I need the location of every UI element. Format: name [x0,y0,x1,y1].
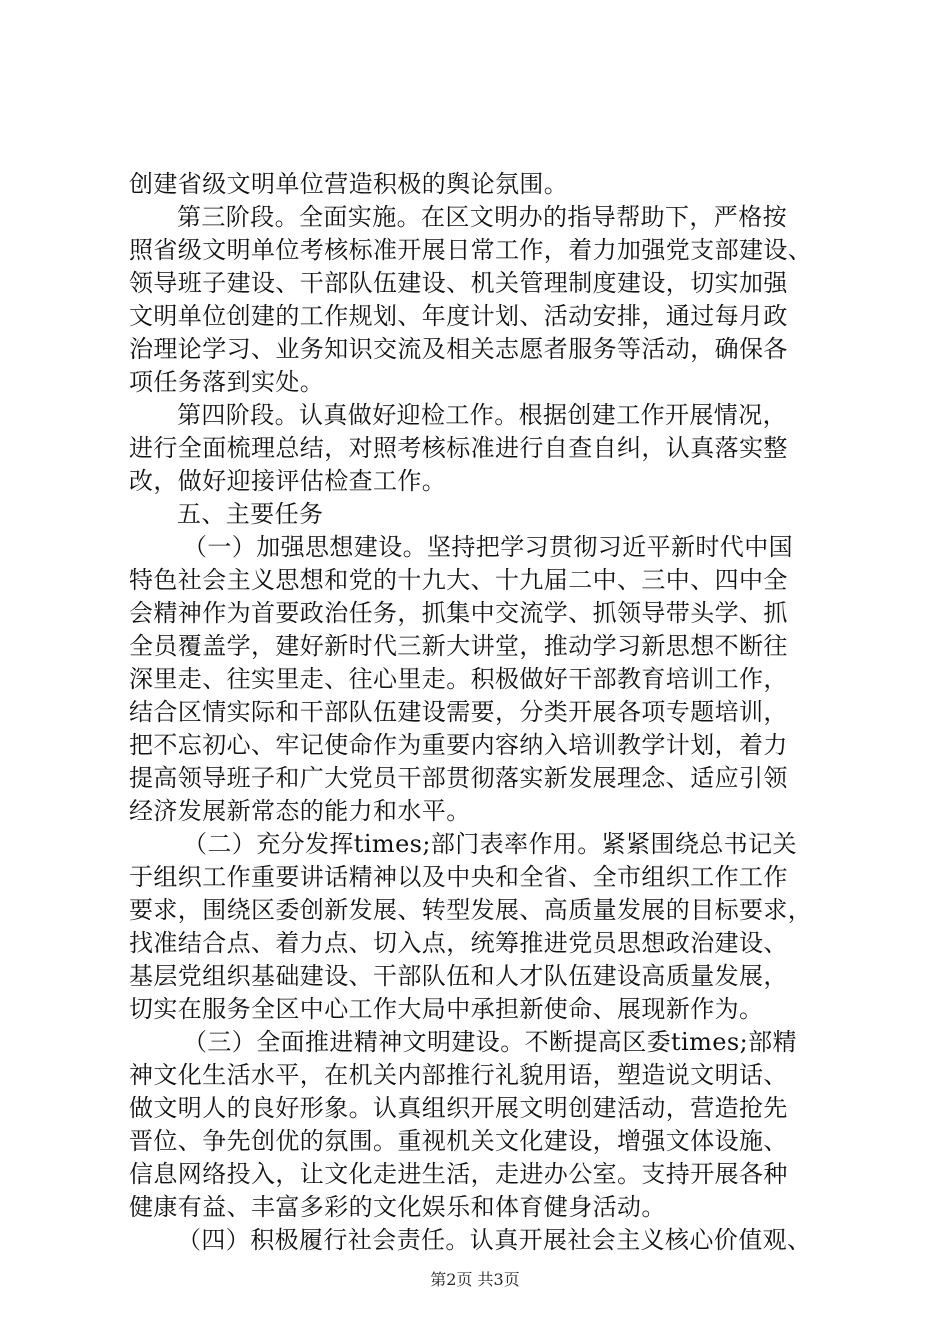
text-line: 做文明人的良好形象。认真组织开展文明创建活动，营造抢先 [129,1094,788,1122]
text-line: 信息网络投入，让文化走进生活，走进办公室。支持开展各种 [129,1160,788,1188]
text-line: 第三阶段。全面实施。在区文明办的指导帮助下，严格按 [177,203,787,231]
text-line: 第四阶段。认真做好迎检工作。根据创建工作开展情况， [177,401,787,429]
text-line: 文明单位创建的工作规划、年度计划、活动安排，通过每月政 [129,302,788,330]
text-line: 找准结合点、着力点、切入点，统筹推进党员思想政治建设、 [129,929,788,957]
text-line: 深里走、往实里走、往心里走。积极做好干部教育培训工作， [129,665,788,693]
text-line: 晋位、争先创优的氛围。重视机关文化建设，增强文体设施、 [129,1127,788,1155]
document-body [129,168,834,1257]
text-line: 提高领导班子和广大党员干部贯彻落实新发展理念、适应引领 [129,764,788,792]
text-line: 切实在服务全区中心工作大局中承担新使命、展现新作为。 [129,995,764,1023]
text-line: 领导班子建设、干部队伍建设、机关管理制度建设，切实加强 [129,269,788,297]
text-line: 基层党组织基础建设、干部队伍和人才队伍建设高质量发展， [129,962,788,990]
text-line: 经济发展新常态的能力和水平。 [129,797,471,825]
page-footer: 第2页 共3页 [430,1270,520,1289]
text-line: 把不忘初心、牢记使命作为重要内容纳入培训教学计划，着力 [129,731,788,759]
text-line: 特色社会主义思想和党的十九大、十九届二中、三中、四中全 [129,566,788,594]
text-line: （二）充分发挥times;部门表率作用。紧紧围绕总书记关 [183,830,797,858]
text-line: 改，做好迎接评估检查工作。 [129,467,447,495]
text-line: 项任务落到实处。 [129,368,325,396]
text-line: 神文化生活水平，在机关内部推行礼貌用语，塑造说文明话、 [129,1061,788,1089]
text-line: 照省级文明单位考核标准开展日常工作，着力加强党支部建设、 [129,236,813,264]
text-line: 会精神作为首要政治任务，抓集中交流学、抓领导带头学、抓 [129,599,788,627]
text-line: 结合区情实际和干部队伍建设需要，分类开展各项专题培训， [129,698,788,726]
text-line: 治理论学习、业务知识交流及相关志愿者服务等活动，确保各 [129,335,788,363]
text-line: 健康有益、丰富多彩的文化娱乐和体育健身活动。 [129,1193,666,1221]
text-line: 于组织工作重要讲话精神以及中央和全省、全市组织工作工作 [129,863,788,891]
text-line: 进行全面梳理总结，对照考核标准进行自查自纠，认真落实整 [129,434,788,462]
text-line: 创建省级文明单位营造积极的舆论氛围。 [129,170,569,198]
text-line: （四）积极履行社会责任。认真开展社会主义核心价值观、 [177,1226,812,1254]
text-line: 要求，围绕区委创新发展、转型发展、高质量发展的目标要求， [129,896,813,924]
text-line: （一）加强思想建设。坚持把学习贯彻习近平新时代中国 [183,533,793,561]
section-heading: 五、主要任务 [177,500,324,528]
text-line: 全员覆盖学，建好新时代三新大讲堂，推动学习新思想不断往 [129,632,788,660]
text-line: （三）全面推进精神文明建设。不断提高区委times;部精 [183,1028,797,1056]
